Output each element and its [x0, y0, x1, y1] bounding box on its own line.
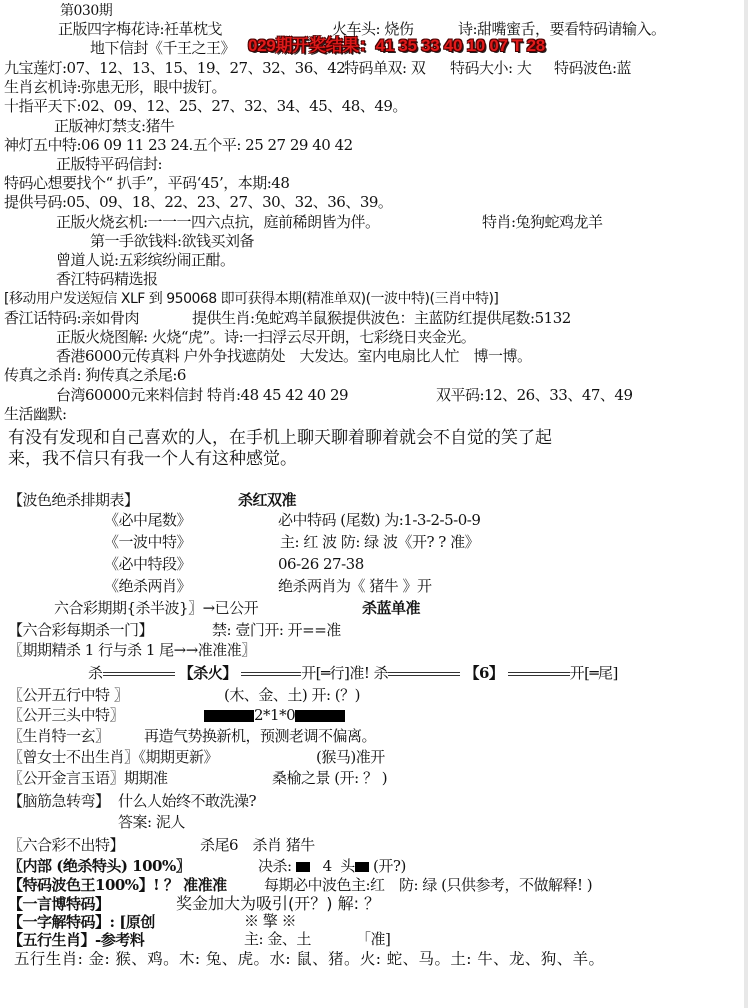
shendeng-line: 神灯五中特:06 09 11 23 24.五个平: 25 27 29 40 42 [4, 136, 353, 154]
five-elements-key: 〖公开五行中特 〗 [8, 686, 129, 704]
row-key-1: 《一波中特》 [104, 533, 192, 551]
double-flat: 双平码:12、26、33、47、49 [436, 386, 633, 404]
xiangjiang-talk: 香江话特码:亲如骨肉 [4, 309, 140, 327]
xiangjiang-title: 香江特码精选报 [56, 270, 158, 288]
humor-label: 生活幽默: [4, 405, 67, 423]
odd-even: 特码单双: 双 [344, 59, 426, 77]
sms-line: [移动用户发送短信 XLF 到 950068 即可获得本期(精准单双)(一波中特)(三肖中特)] [4, 291, 499, 307]
row-value-0: 必中特码 (尾数) 为:1-3-2-5-0-9 [278, 511, 481, 529]
humor-text-2: 来，我不信只有我一个人有这种感觉。 [8, 449, 297, 469]
row-value-3: 绝杀两肖为《 猪牛 》开 [278, 577, 432, 595]
golden-words-value: 桑榆之景 (开: ？ ) [272, 769, 388, 787]
internal-prefix: 决杀: [258, 857, 292, 875]
mrs-zeng-key: 〖曾女士不出生肖〗《期期更新》 [8, 748, 219, 766]
internal-suffix: (开?) [373, 857, 406, 875]
riddle-question: 什么人始终不敢洗澡? [118, 792, 257, 810]
table-title: 【波色绝杀排期表】 [8, 491, 139, 509]
black-bar [296, 862, 310, 872]
no-special-value: 杀尾6 杀肖 猪牛 [200, 836, 315, 854]
poem-line: 诗:甜嘴蜜舌，要看特码请输入。 [458, 20, 666, 38]
internal-key: 〖内部 (绝杀特头) 100%〗 [8, 857, 191, 875]
size: 特码大小: 大 [450, 59, 532, 77]
internal-num: 4 [322, 857, 332, 875]
three-heads-value: 2*1*0 [254, 706, 296, 724]
no-special-key: 〖六合彩不出特】 [8, 836, 125, 854]
three-heads-line [204, 706, 345, 724]
kill-tail-suffix: 开[═尾] [569, 664, 618, 682]
kill-tail-prefix: 杀 [373, 664, 389, 682]
right-edge-strip [744, 0, 748, 1008]
kill-row: 〖期期精杀 1 行与杀 1 尾→→准准准〗 [8, 641, 256, 659]
train-head: 火车头: 烧伤 [332, 20, 414, 38]
one-word-value: 奖金加大为吸引(开？) 解: ？ [176, 894, 381, 913]
kill-red-label: 杀红双准 [238, 491, 297, 509]
zodiac-mystery-key: 〖生肖特一玄〗 [8, 727, 110, 745]
underground-letter: 地下信封《千王之王》 [90, 39, 236, 57]
row-value-2: 06-26 27-38 [278, 555, 364, 573]
internal-head: 头 [340, 857, 355, 875]
fire-mystery: 正版火烧玄机:一一一四六点抗，庭前稀朗皆为伴。 [56, 213, 380, 231]
double-rule [508, 672, 570, 676]
kill-tail-box: 【6】 [464, 664, 504, 682]
kill-fire-suffix: 开[═行]准! [301, 664, 370, 682]
one-char-key: 【一字解特码】: [原创 [8, 913, 155, 931]
half-wave: 六合彩期期{杀半波}〗→已公开 [54, 599, 259, 617]
one-char-value: ※ 擎 ※ [244, 912, 297, 930]
heart-line: 特码心想要找个“ 扒手”，平码‘45’，本期:48 [4, 174, 290, 192]
row-key-0: 《必中尾数》 [104, 511, 192, 529]
shizhi-line: 十指平天下:02、09、12、25、27、32、34、45、48、49。 [4, 97, 407, 115]
wuxing-tag: 「准] [356, 930, 391, 948]
result-banner: 029期开奖结果：41 35 33 40 10 07 T 28 [248, 36, 545, 55]
wuxing-key: 【五行生肖】-参考料 [8, 931, 145, 949]
special-zodiac: 特肖:兔狗蛇鸡龙羊 [482, 213, 603, 231]
plum-poem: 正版四字梅花诗:衽革枕戈 [58, 20, 223, 38]
internal-value [258, 857, 406, 875]
zodiac-poem: 生肖玄机诗:弥患无形，眼中拔钉。 [4, 78, 227, 96]
double-rule [388, 672, 460, 676]
hk-fax: 香港6000元传真料 户外争找遮荫处 大发达。室内电扇比人忙 博一博。 [56, 347, 532, 365]
row-key-2: 《必中特段》 [104, 555, 192, 573]
taoist-says: 曾道人说:五彩缤纷闹正酣。 [56, 251, 235, 269]
zodiac-mystery-value: 再造气势换新机，预测老调不偏离。 [144, 727, 377, 745]
mrs-zeng-value: (猴马)准开 [316, 748, 385, 766]
half-wave-result: 杀蓝单准 [362, 599, 421, 617]
fire-picture: 正版火烧图解: 火烧“虎”。诗:一扫浮云尽开朗，七彩绕日夹金光。 [56, 328, 476, 346]
kill-fire-prefix: 杀 [88, 664, 103, 682]
first-hand: 第一手欲钱料:欲钱买刘备 [90, 232, 255, 250]
forbidden-line: 正版神灯禁支:猪牛 [54, 117, 175, 135]
jiubao-line: 九宝莲灯:07、12、13、15、19、27、32、36、42 [4, 59, 346, 77]
three-heads-key: 〖公开三头中特〗 [8, 706, 125, 724]
black-bar [295, 710, 345, 722]
row-key-3: 《绝杀两肖》 [104, 577, 192, 595]
black-bar [204, 710, 254, 722]
fax-kill: 传真之杀肖: 狗传真之杀尾:6 [4, 366, 186, 384]
double-rule [103, 672, 175, 676]
riddle-answer: 答案: 泥人 [118, 813, 185, 831]
color-king-key: 【特码波色王100%】! ？ 准准准 [8, 876, 227, 894]
provide-zodiac: 提供生肖:兔蛇鸡羊鼠猴提供波色：主蓝防红提供尾数:5132 [192, 309, 571, 327]
row-value-1: 主: 红 波 防: 绿 波《开? ? 准》 [280, 533, 480, 551]
one-door-value: 禁: 壹门开: 开==准 [212, 621, 341, 639]
kill-fire-line [88, 664, 618, 682]
one-word-key: 【一言博特码】 [8, 895, 110, 913]
taiwan-letter: 台湾60000元来料信封 特肖:48 45 42 40 29 [56, 386, 349, 404]
golden-words-key: 〖公开金言玉语〗期期准 [8, 769, 168, 787]
double-rule [241, 672, 301, 676]
kill-fire-box: 【杀火】 [178, 664, 237, 682]
black-bar [355, 862, 369, 872]
provided-numbers: 提供号码:05、09、18、22、23、27、30、32、36、39。 [4, 193, 393, 211]
riddle-key: 【脑筋急转弯】 [8, 792, 110, 810]
five-elements-value: (木、金、土) 开: (？) [224, 686, 360, 704]
color-king-value: 每期必中波色主:红 防: 绿 (只供参考，不做解释! ) [264, 876, 593, 894]
wuxing-main: 主: 金、土 [244, 930, 311, 948]
wuxing-list: 五行生肖: 金: 猴、鸡。木: 兔、虎。水: 鼠、猪。火: 蛇、马。土: 牛、龙、狗、羊。 [14, 950, 605, 968]
special-color: 特码波色:蓝 [554, 59, 632, 77]
humor-text-1: 有没有发现和自己喜欢的人，在手机上聊天聊着聊着就会不自觉的笑了起 [8, 428, 552, 448]
flat-letter: 正版特平码信封: [56, 155, 163, 173]
issue-number: 第030期 [60, 3, 113, 19]
one-door-key: 【六合彩每期杀一门】 [8, 621, 154, 639]
